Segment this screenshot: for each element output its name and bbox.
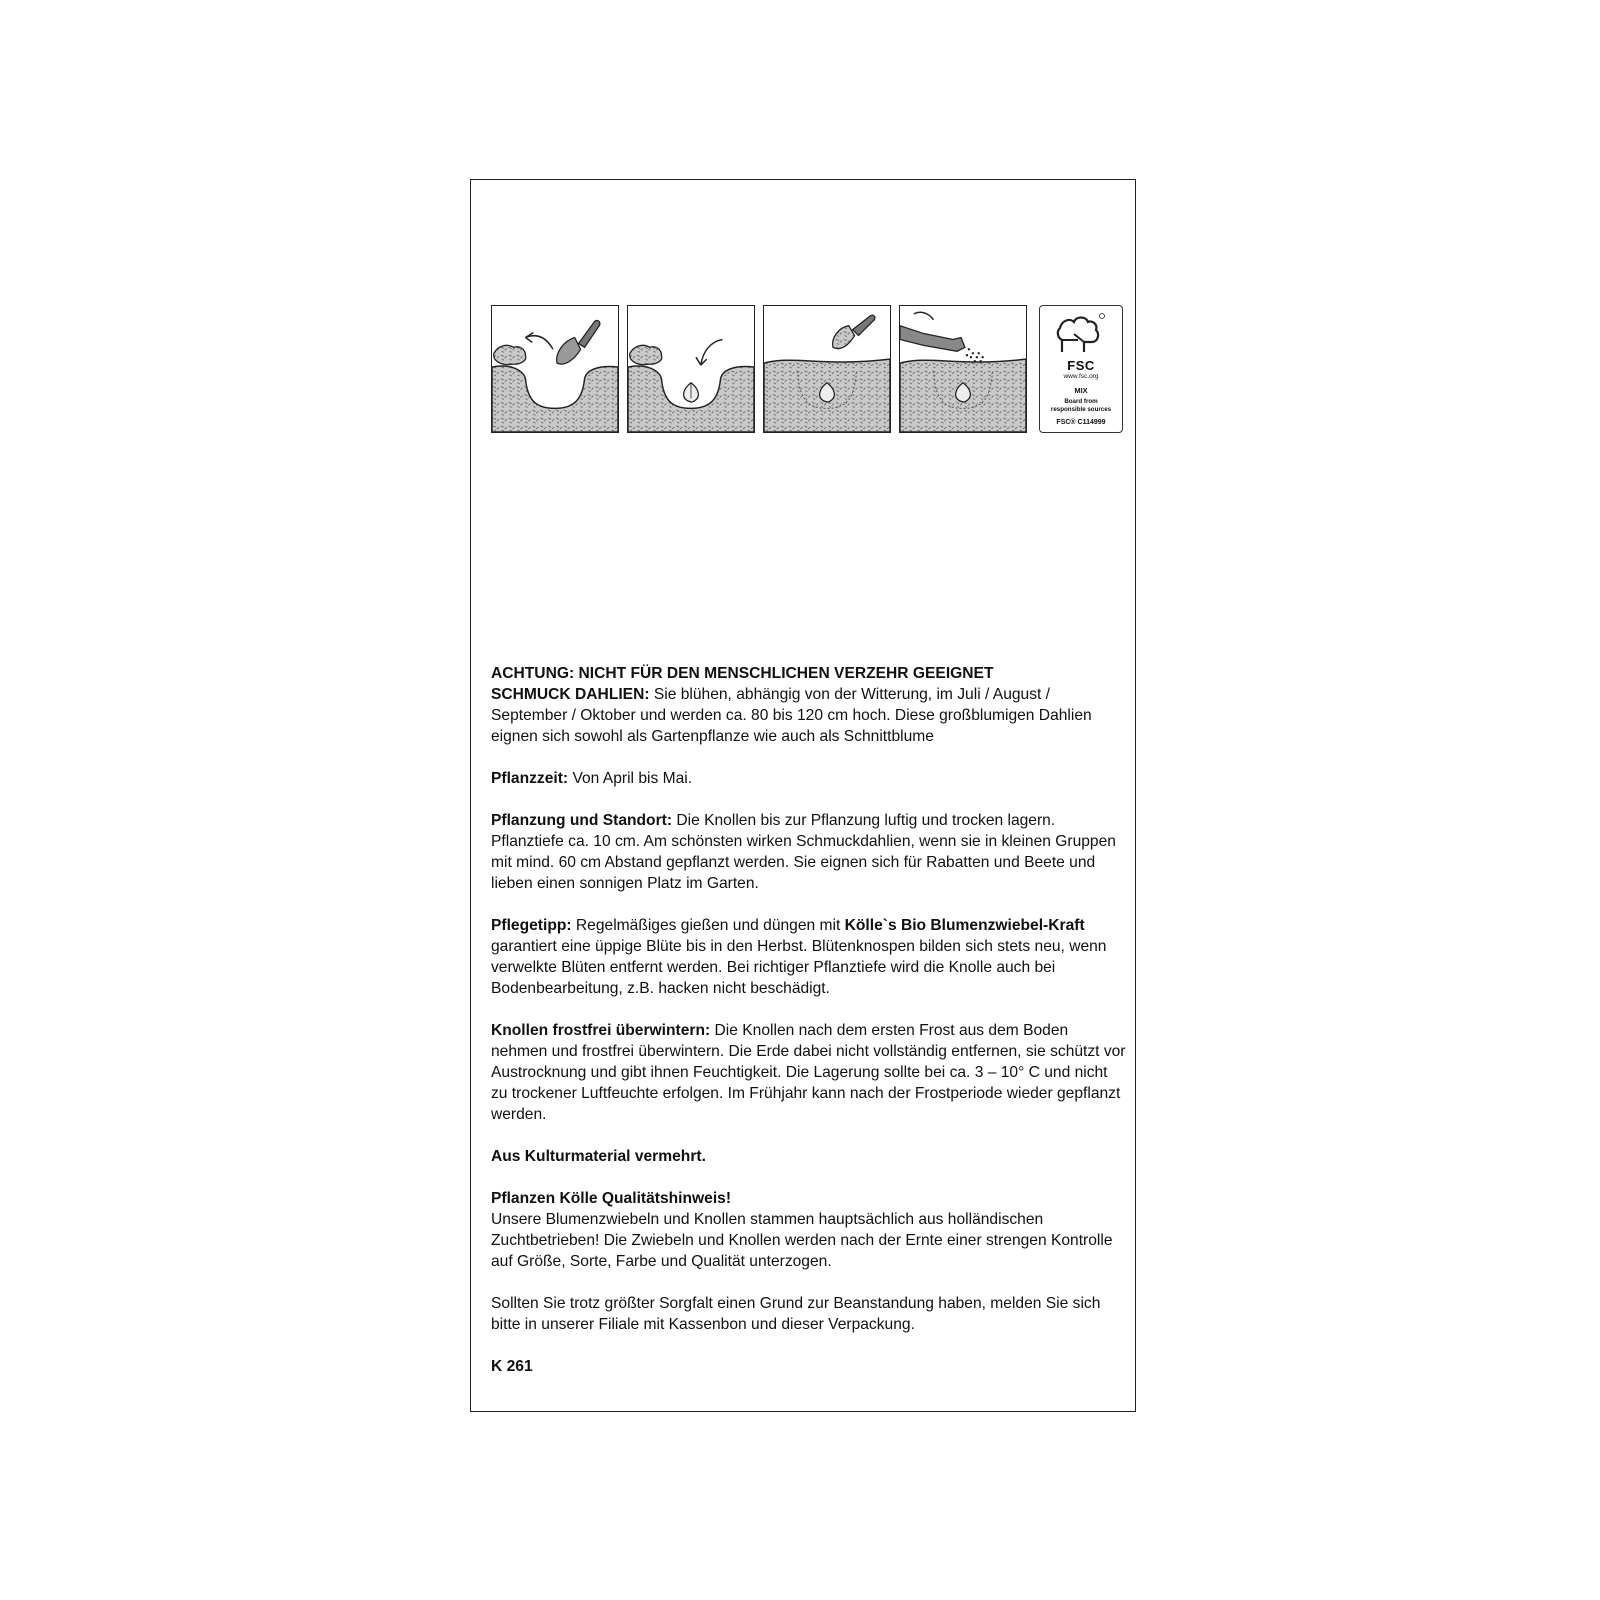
step-watering [899,305,1027,433]
fsc-board-line2: responsible sources [1050,405,1112,413]
watering-can-icon [900,306,1026,432]
care-paragraph [491,915,1127,999]
intro-label: SCHMUCK DAHLIEN: [491,686,650,703]
warning-text: ACHTUNG: NICHT FÜR DEN MENSCHLICHEN VERZEHR GEEIGNET [491,665,994,682]
quality-heading [491,1188,1127,1209]
product-description [491,663,1127,1398]
covering-soil-icon [764,306,890,432]
article-code-paragraph [491,1356,1127,1377]
planting-time-text: Von April bis Mai. [568,770,693,787]
step-placing-bulb [627,305,755,433]
fsc-brand: FSC [1067,358,1095,373]
complaint-paragraph: Sollten Sie trotz größter Sorgfalt einen Grund zur Beanstandung haben, melden Sie sich bitte in unserer Filiale mit Kassenbon und dieser Verpackung. [491,1295,1101,1333]
quality-paragraph: Unsere Blumenzwiebeln und Knollen stammen hauptsächlich aus holländischen Zuchtbetrieben! Die Zwiebeln und Knollen werden nach der Ernte einer strengen Kontrolle auf Größe, Sorte, Farbe und Qualität unterzogen. [491,1211,1113,1270]
fsc-certification-badge [1039,305,1123,433]
location-label: Pflanzung und Standort: [491,812,673,829]
care-text-1: Regelmäßiges gießen und düngen mit [571,917,845,934]
fsc-url: www.fsc.org [1063,373,1099,380]
fsc-mix: MIX [1074,386,1088,395]
winter-paragraph [491,1020,1127,1125]
intro-text: Sie blühen, abhängig von der Witterung, im Juli / August / September / Oktober und werden ca. 80 bis 120 cm hoch. Diese großblumigen Dahlien eignen sich sowohl als Gartenpflanze wie auch als Schnittblume [491,686,1092,745]
winter-label: Knollen frostfrei überwintern: [491,1022,711,1039]
fsc-code: FSC® C114999 [1056,419,1106,426]
product-label-card [470,179,1136,1412]
care-label: Pflegetipp: [491,917,572,934]
quality-heading-text: Pflanzen Kölle Qualitätshinweis! [491,1190,732,1207]
article-code: K 261 [491,1358,533,1375]
location-paragraph [491,810,1127,894]
planting-time-label: Pflanzzeit: [491,770,569,787]
fsc-board-line1: Board from [1064,398,1098,405]
warning-heading [491,663,1127,684]
care-text-2: garantiert eine üppige Blüte bis in den Herbst. Blütenknospen bilden sich stets neu, wenn verwelkte Blüten entfernt werden. Bei richtiger Pflanztiefe wird die Knolle auch bei Bodenbearbeitung, z.B. hacken nicht beschädigt. [491,938,1107,997]
intro-paragraph [491,684,1127,747]
planting-time-paragraph [491,768,1127,789]
origin-paragraph [491,1146,1127,1167]
step-digging [491,305,619,433]
digging-hole-icon [492,306,618,432]
fsc-tree-logo-icon [1054,312,1108,360]
step-covering [763,305,891,433]
fsc-board-text [1040,398,1122,413]
placing-bulb-icon [628,306,754,432]
origin-text: Aus Kulturmaterial vermehrt. [491,1148,706,1165]
care-product: Kölle`s Bio Blumenzwiebel-Kraft [844,917,1085,934]
planting-steps [491,305,1121,435]
winter-text: Die Knollen nach dem ersten Frost aus dem Boden nehmen und frostfrei überwintern. Die Erde dabei nicht vollständig entfernen, sie schützt vor Austrocknung und gibt ihnen Feuchtigkeit. Die Lagerung sollte bei ca. 3 – 10° C und nicht zu trockener Luftfeuchte erfolgen. Im Frühjahr kann nach der Frostperiode wieder gepflanzt werden. [491,1022,1126,1123]
location-text: Die Knollen bis zur Pflanzung luftig und trocken lagern. Pflanztiefe ca. 10 cm. Am schönsten wirken Schmuckdahlien, wenn sie in kleinen Gruppen mit mind. 60 cm Abstand gepflanzt werden. Sie eignen sich für Rabatten und Beete und lieben einen sonnigen Platz im Garten. [491,812,1116,892]
